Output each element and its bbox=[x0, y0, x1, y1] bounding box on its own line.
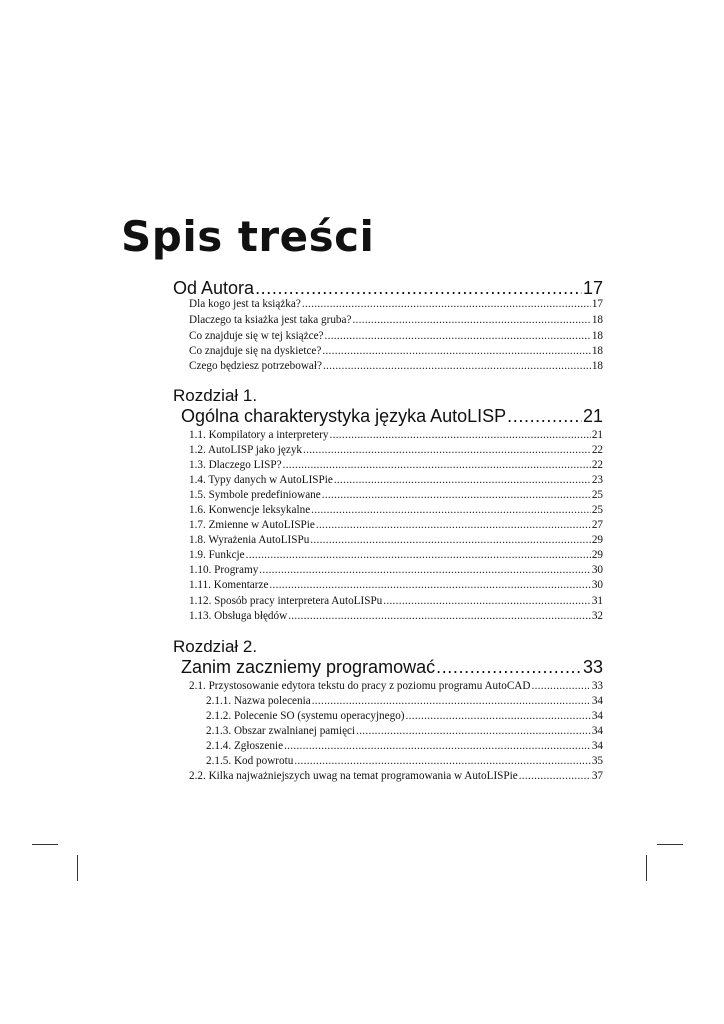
toc-entry[interactable] bbox=[189, 548, 603, 563]
toc-subentry[interactable] bbox=[206, 754, 603, 769]
leader-dots bbox=[284, 739, 591, 754]
toc-entry[interactable] bbox=[189, 594, 603, 609]
toc-subentry[interactable] bbox=[206, 739, 603, 754]
toc-subentry[interactable] bbox=[206, 694, 603, 709]
toc-page-number: 32 bbox=[591, 610, 603, 622]
crop-mark-left-horizontal bbox=[32, 844, 58, 845]
toc-entry-label: 1.5. Symbole predefiniowane bbox=[189, 489, 321, 501]
toc-entry-label: Czego będziesz potrzebował? bbox=[189, 360, 322, 372]
toc-page-number: 33 bbox=[582, 657, 603, 677]
toc-entry-label: 1.7. Zmienne w AutoLISPie bbox=[189, 519, 315, 531]
leader-dots bbox=[334, 473, 591, 488]
toc-entry-label: 2.1.3. Obszar zwalnianej pamięci bbox=[206, 725, 356, 737]
toc-entry[interactable] bbox=[189, 503, 603, 518]
toc-subentry[interactable] bbox=[206, 709, 603, 724]
toc-entry-label: 1.4. Typy danych w AutoLISPie bbox=[189, 474, 333, 486]
toc-section-label: Od Autora bbox=[173, 278, 255, 298]
toc-section-od-autora[interactable] bbox=[173, 277, 603, 299]
toc-entry[interactable] bbox=[189, 533, 603, 548]
toc-entry[interactable] bbox=[189, 769, 603, 784]
toc-page-number: 21 bbox=[591, 429, 603, 441]
page-title: Spis treści bbox=[121, 212, 375, 261]
leader-dots bbox=[406, 709, 591, 724]
leader-dots bbox=[310, 533, 591, 548]
leader-dots bbox=[323, 359, 591, 374]
toc-entry[interactable] bbox=[189, 578, 603, 593]
leader-dots bbox=[322, 344, 590, 359]
toc-entry-label: 1.8. Wyrażenia AutoLISPu bbox=[189, 534, 310, 546]
toc-page-number: 23 bbox=[591, 474, 603, 486]
toc-section-label: Zanim zaczniemy programować bbox=[181, 657, 436, 677]
toc-entry-label: 2.2. Kilka najważniejszych uwag na temat programowania w AutoLISPie bbox=[189, 770, 518, 782]
toc-entry-label: 2.1.2. Polecenie SO (systemu operacyjnego) bbox=[206, 710, 405, 722]
toc-page-number: 37 bbox=[591, 770, 603, 782]
leader-dots bbox=[316, 518, 591, 533]
toc-chapter-1[interactable] bbox=[181, 405, 603, 427]
toc-entry-label: Co znajduje się na dyskietce? bbox=[189, 345, 322, 357]
leader-dots bbox=[311, 503, 591, 518]
toc-entry[interactable] bbox=[189, 359, 603, 374]
crop-mark-left-vertical bbox=[77, 855, 78, 881]
toc-page-number: 31 bbox=[591, 595, 603, 607]
toc-entry[interactable] bbox=[189, 344, 603, 359]
toc-entry[interactable] bbox=[189, 443, 603, 458]
toc-page-number: 35 bbox=[591, 755, 603, 767]
toc-entry[interactable] bbox=[189, 609, 603, 624]
crop-mark-right-horizontal bbox=[657, 844, 683, 845]
toc-entry[interactable] bbox=[189, 679, 603, 694]
chapter-heading: Rozdział 2. bbox=[173, 637, 258, 656]
toc-entry-label: Co znajduje się w tej książce? bbox=[189, 330, 324, 342]
toc-page-number: 18 bbox=[591, 330, 603, 342]
toc-entry[interactable] bbox=[189, 297, 603, 312]
toc-page-number: 17 bbox=[582, 278, 603, 298]
toc-page-number: 27 bbox=[591, 519, 603, 531]
toc-page-number: 34 bbox=[591, 725, 603, 737]
toc-page-number: 25 bbox=[591, 489, 603, 501]
toc-page-number: 22 bbox=[591, 459, 603, 471]
toc-entry[interactable] bbox=[189, 518, 603, 533]
toc-entry[interactable] bbox=[189, 488, 603, 503]
toc-page-number: 18 bbox=[591, 360, 603, 372]
leader-dots bbox=[283, 458, 591, 473]
toc-page-number: 34 bbox=[591, 695, 603, 707]
toc-page-number: 18 bbox=[591, 345, 603, 357]
toc-entry-label: Dla kogo jest ta książka? bbox=[189, 298, 301, 310]
toc-entry-label: 1.10. Programy bbox=[189, 564, 259, 576]
leader-dots bbox=[302, 297, 591, 312]
toc-entry-label: 1.3. Dlaczego LISP? bbox=[189, 459, 282, 471]
toc-entry[interactable] bbox=[189, 329, 603, 344]
crop-mark-right-vertical bbox=[646, 855, 647, 881]
leader-dots bbox=[246, 548, 591, 563]
toc-entry[interactable] bbox=[189, 563, 603, 578]
toc-subentry[interactable] bbox=[206, 724, 603, 739]
toc-entry-label: 1.1. Kompilatory a interpretery bbox=[189, 429, 329, 441]
leader-dots bbox=[303, 443, 591, 458]
toc-page-number: 34 bbox=[591, 740, 603, 752]
toc-entry-label: 2.1.1. Nazwa polecenia bbox=[206, 695, 311, 707]
leader-dots bbox=[383, 594, 591, 609]
toc-page-number: 21 bbox=[582, 406, 603, 426]
toc-section-label: Ogólna charakterystyka języka AutoLISP bbox=[181, 406, 507, 426]
toc-entry-label: 1.13. Obsługa błędów bbox=[189, 610, 288, 622]
toc-entry-label: 1.6. Konwencje leksykalne bbox=[189, 504, 311, 516]
toc-page-number: 22 bbox=[591, 444, 603, 456]
toc-entry[interactable] bbox=[189, 458, 603, 473]
toc-page-number: 33 bbox=[591, 680, 603, 692]
leader-dots bbox=[436, 656, 582, 678]
toc-page-number: 34 bbox=[591, 710, 603, 722]
toc-chapter-2[interactable] bbox=[181, 656, 603, 678]
toc-page-number: 18 bbox=[591, 314, 603, 326]
leader-dots bbox=[255, 277, 582, 299]
toc-entry-label: Dlaczego ta ksiażka jest taka gruba? bbox=[189, 314, 352, 326]
toc-entry[interactable] bbox=[189, 473, 603, 488]
leader-dots bbox=[352, 313, 590, 328]
toc-entry-label: 1.9. Funkcje bbox=[189, 549, 245, 561]
leader-dots bbox=[312, 694, 591, 709]
toc-page-number: 29 bbox=[591, 549, 603, 561]
leader-dots bbox=[330, 428, 591, 443]
chapter-heading: Rozdział 1. bbox=[173, 386, 258, 405]
toc-page-number: 30 bbox=[591, 579, 603, 591]
toc-entry-label: 2.1.4. Zgłoszenie bbox=[206, 740, 284, 752]
toc-entry[interactable] bbox=[189, 428, 603, 443]
leader-dots bbox=[531, 679, 590, 694]
leader-dots bbox=[269, 578, 590, 593]
leader-dots bbox=[294, 754, 590, 769]
leader-dots bbox=[288, 609, 591, 624]
leader-dots bbox=[356, 724, 591, 739]
leader-dots bbox=[519, 769, 591, 784]
leader-dots bbox=[507, 405, 582, 427]
leader-dots bbox=[259, 563, 591, 578]
toc-page-number: 29 bbox=[591, 534, 603, 546]
toc-entry[interactable] bbox=[189, 313, 603, 328]
toc-entry-label: 1.12. Sposób pracy interpretera AutoLISPu bbox=[189, 595, 383, 607]
toc-entry-label: 1.11. Komentarze bbox=[189, 579, 269, 591]
leader-dots bbox=[322, 488, 591, 503]
toc-page-number: 25 bbox=[591, 504, 603, 516]
leader-dots bbox=[325, 329, 591, 344]
toc-page-number: 30 bbox=[591, 564, 603, 576]
toc-entry-label: 2.1. Przystosowanie edytora tekstu do pracy z poziomu programu AutoCAD bbox=[189, 680, 531, 692]
toc-entry-label: 1.2. AutoLISP jako język bbox=[189, 444, 303, 456]
toc-page-number: 17 bbox=[591, 298, 603, 310]
toc-entry-label: 2.1.5. Kod powrotu bbox=[206, 755, 294, 767]
